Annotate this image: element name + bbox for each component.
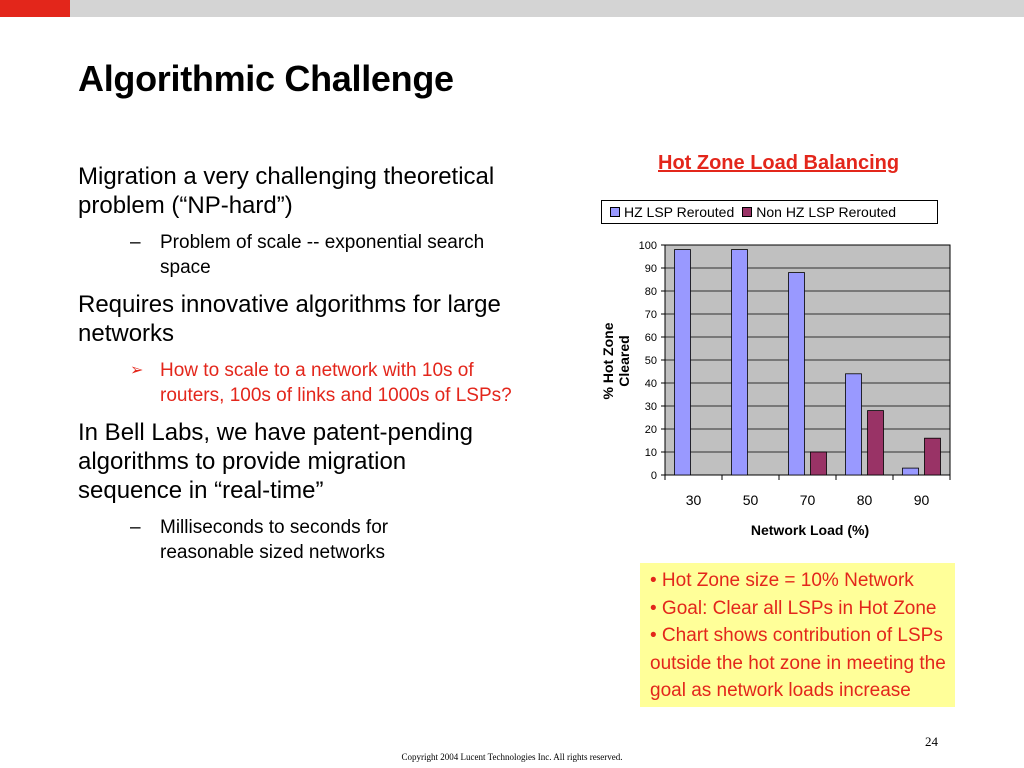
bar-chart [620, 234, 960, 514]
y-tick-label: 20 [644, 424, 657, 436]
y-tick-label: 90 [644, 263, 657, 275]
y-tick-label: 80 [644, 286, 657, 298]
chart-legend [601, 200, 938, 224]
bullet-line: problem (“NP-hard”) [78, 192, 293, 219]
note-line: • Hot Zone size = 10% Network [650, 570, 914, 591]
bullet-line: Problem of scale -- exponential search [160, 232, 485, 253]
bar-hz [675, 250, 691, 475]
y-tick-label: 10 [644, 447, 657, 459]
note-box [640, 563, 955, 707]
y-tick-label: 50 [644, 355, 657, 367]
bar-hz [903, 468, 919, 475]
dash-bullet-icon: – [130, 517, 141, 538]
legend-label-non-hz: Non HZ LSP Rerouted [756, 204, 897, 220]
legend-item-hz [610, 204, 734, 220]
note-line: goal as network loads increase [650, 680, 911, 701]
bar-non-hz [925, 438, 941, 475]
sub-bullet-item [78, 230, 598, 280]
x-tick-label: 50 [742, 492, 759, 508]
y-tick-label: 0 [650, 470, 657, 482]
bullet-line: How to scale to a network with 10s of [160, 360, 474, 381]
y-tick-label: 40 [644, 378, 657, 390]
x-tick-label: 90 [913, 492, 930, 508]
bullet-item [78, 418, 598, 505]
y-tick-label: 70 [644, 309, 657, 321]
bullet-line: Requires innovative algorithms for large [78, 291, 501, 318]
chart-y-axis-label: % Hot Zone Cleared [600, 322, 632, 400]
bullet-line: reasonable sized networks [160, 542, 385, 563]
bullet-line: Milliseconds to seconds for [160, 517, 389, 538]
sub-bullet-item [78, 515, 598, 565]
bar-hz [789, 273, 805, 475]
top-bar-red-accent [0, 0, 70, 17]
slide-title: Algorithmic Challenge [78, 58, 454, 99]
x-tick-label: 70 [799, 492, 816, 508]
x-tick-label: 80 [856, 492, 873, 508]
bar-hz [846, 374, 862, 475]
bullet-item [78, 162, 598, 220]
note-line: outside the hot zone in meeting the [650, 652, 946, 674]
arrow-bullet-icon: ➢ [130, 362, 144, 379]
note-line: • Chart shows contribution of LSPs [650, 625, 943, 646]
bar-non-hz [811, 452, 827, 475]
copyright-footer: Copyright 2004 Lucent Technologies Inc. All rights reserved. [401, 752, 623, 762]
chart-x-axis-label: Network Load (%) [750, 522, 870, 538]
note-line: • Goal: Clear all LSPs in Hot Zone [650, 597, 937, 619]
bullet-item [78, 290, 598, 348]
sub-bullet-item [78, 358, 598, 408]
chart-title: Hot Zone Load Balancing [658, 152, 900, 174]
legend-label-hz: HZ LSP Rerouted [624, 204, 735, 220]
y-tick-label: 100 [638, 240, 657, 252]
x-tick-label: 30 [685, 492, 702, 508]
y-tick-label: 60 [644, 332, 657, 344]
legend-swatch-non-hz [742, 207, 752, 217]
page-number: 24 [925, 734, 938, 749]
legend-swatch-hz [610, 207, 620, 217]
y-tick-label: 30 [644, 401, 657, 413]
bullet-line: Migration a very challenging theoretical [78, 163, 495, 190]
bar-non-hz [868, 411, 884, 475]
bullet-line: space [160, 257, 211, 278]
bullet-line: algorithms to provide migration [78, 448, 407, 475]
bullet-list [78, 162, 598, 575]
legend-item-non-hz [742, 204, 896, 220]
bar-hz [732, 250, 748, 475]
dash-bullet-icon: – [130, 232, 141, 253]
top-bar-gray [70, 0, 1024, 17]
bullet-line: networks [78, 320, 175, 347]
bullet-line: routers, 100s of links and 1000s of LSPs? [160, 385, 512, 406]
bullet-line: sequence in “real-time” [78, 477, 324, 504]
bullet-line: In Bell Labs, we have patent-pending [78, 419, 473, 446]
